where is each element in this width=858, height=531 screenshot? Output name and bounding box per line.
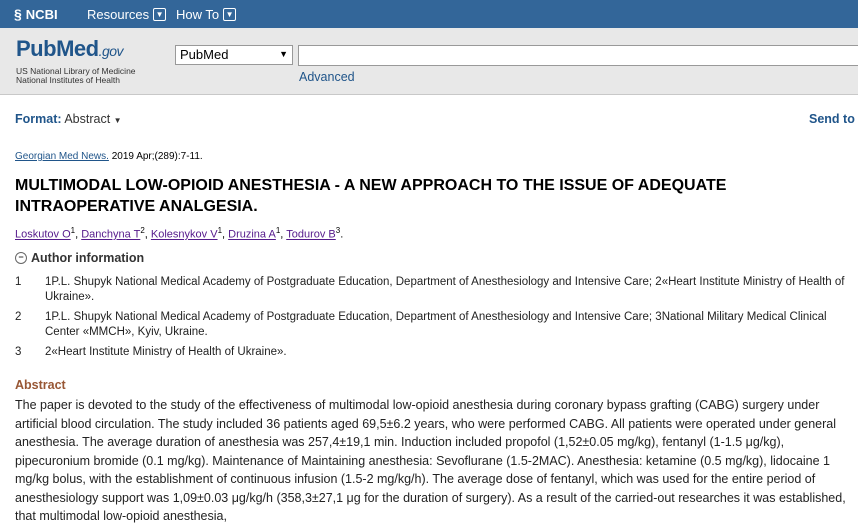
author-link[interactable]: Danchyna T	[81, 228, 141, 241]
resources-menu[interactable]	[87, 7, 166, 22]
search-input[interactable]	[298, 45, 858, 66]
logo-gov: .gov	[98, 43, 124, 59]
article-title: MULTIMODAL LOW-OPIOID ANESTHESIA - A NEW APPROACH TO THE ISSUE OF ADEQUATE INTRAOPERATIVE ANALGESIA.	[15, 177, 727, 215]
affiliation-item	[15, 310, 845, 340]
database-value: PubMed	[180, 47, 229, 62]
affiliation-text: 1P.L. Shupyk National Medical Academy of Postgraduate Education, Department of Anesthesiology and Intensive Care; 3National Military Medical Clinical Center «MMCH», Kyiv, Ukraine.	[45, 311, 827, 338]
resources-label: Resources	[87, 7, 150, 22]
journal-link[interactable]: Georgian Med News.	[15, 151, 109, 162]
affiliation-number: 2	[15, 311, 22, 323]
affiliation-text: 2«Heart Institute Ministry of Health of Ukraine».	[45, 346, 287, 358]
author-link[interactable]: Loskutov O	[15, 228, 71, 241]
logo-pub: Pub	[16, 36, 57, 61]
affiliation-item	[15, 275, 845, 305]
author-sup: 1	[217, 226, 223, 235]
how-to-label: How To	[176, 7, 220, 22]
author-information-toggle[interactable]	[15, 251, 144, 265]
author-information-label: Author information	[31, 251, 145, 265]
ncbi-helix-icon: §	[14, 6, 22, 22]
caret-down-icon: ▼	[113, 116, 122, 125]
ncbi-logo[interactable]	[14, 6, 58, 22]
author-sup: 1	[70, 226, 76, 235]
author-sup: 1	[275, 226, 281, 235]
format-selector[interactable]	[15, 112, 122, 126]
search-bar	[0, 28, 858, 95]
database-select[interactable]	[175, 45, 293, 65]
dropdown-arrow-icon: ▼	[279, 49, 288, 59]
nlm-caption	[16, 67, 136, 85]
affiliation-text: 1P.L. Shupyk National Medical Academy of Postgraduate Education, Department of Anesthesiology and Intensive Care; 2«Heart Institute Ministry of Health of Ukraine».	[45, 276, 845, 303]
collapse-icon: −	[15, 252, 27, 264]
format-value: Abstract	[64, 112, 111, 126]
ncbi-top-bar	[0, 0, 858, 28]
pubmed-logo[interactable]	[16, 36, 123, 62]
abstract-text: The paper is devoted to the study of the effectiveness of multimodal low-opioid anesthesia during coronary bypass grafting (CABG) surgery under artificial blood circulation. The study included 36 patients aged 69,5±6.2 years, who were performed CABG. All patients were operated under general anesthesia. The average duration of anesthesia was 257,4±19,1 min. Induction included propofol (1,52±0.05 mg/kg), fentanyl (1-1.5 μg/kg), pipecuronium bromide (0.1 mg/kg). Maintenance of Maintaining anesthesia: Sevoflurane (1.5-2MAC). Anesthesia: ketamine (0.5 mg/kg), lidocaine 1 mg/kg bolus, with the establishment of continuous infusion (1.5-2 mg/kg/h). The average dose of fentanyl, which was used for the entire period of anesthesiology support was 1,09±0.03 μg/kg/h (358,3±27,1 μg for the duration of surgery). As a result of the carried-out researches it was established, that multimodal low-opioid anesthesia,	[15, 398, 846, 523]
affiliation-item	[15, 345, 845, 360]
affiliation-number: 1	[15, 276, 22, 288]
author-link[interactable]: Druzina A	[228, 228, 276, 241]
advanced-search-link[interactable]: Advanced	[299, 70, 355, 84]
nlm-line-1: US National Library of Medicine	[16, 66, 136, 76]
author-sup: 2	[140, 226, 145, 235]
chevron-down-icon: ▼	[153, 8, 166, 21]
abstract-heading: Abstract	[15, 378, 66, 392]
logo-med: Med	[56, 36, 99, 61]
format-label: Format:	[15, 112, 62, 126]
ncbi-label: NCBI	[25, 6, 58, 22]
author-link[interactable]: Kolesnykov V	[150, 228, 218, 241]
author-link[interactable]: Todurov B	[286, 228, 336, 241]
nlm-line-2: National Institutes of Health	[16, 75, 120, 85]
citation	[15, 151, 203, 162]
chevron-down-icon: ▼	[223, 8, 236, 21]
how-to-menu[interactable]	[176, 7, 236, 22]
citation-date: 2019 Apr;(289):7-11.	[108, 151, 203, 162]
affiliation-number: 3	[15, 346, 22, 358]
author-list: Loskutov $O^1$, Danchyna $T^2$, Kolesnykov $V^1$, Druzina $A^1$, Todurov $B^3$.	[15, 226, 344, 241]
send-to-menu[interactable]: Send to	[809, 112, 855, 126]
author-sup: 3	[335, 226, 341, 235]
